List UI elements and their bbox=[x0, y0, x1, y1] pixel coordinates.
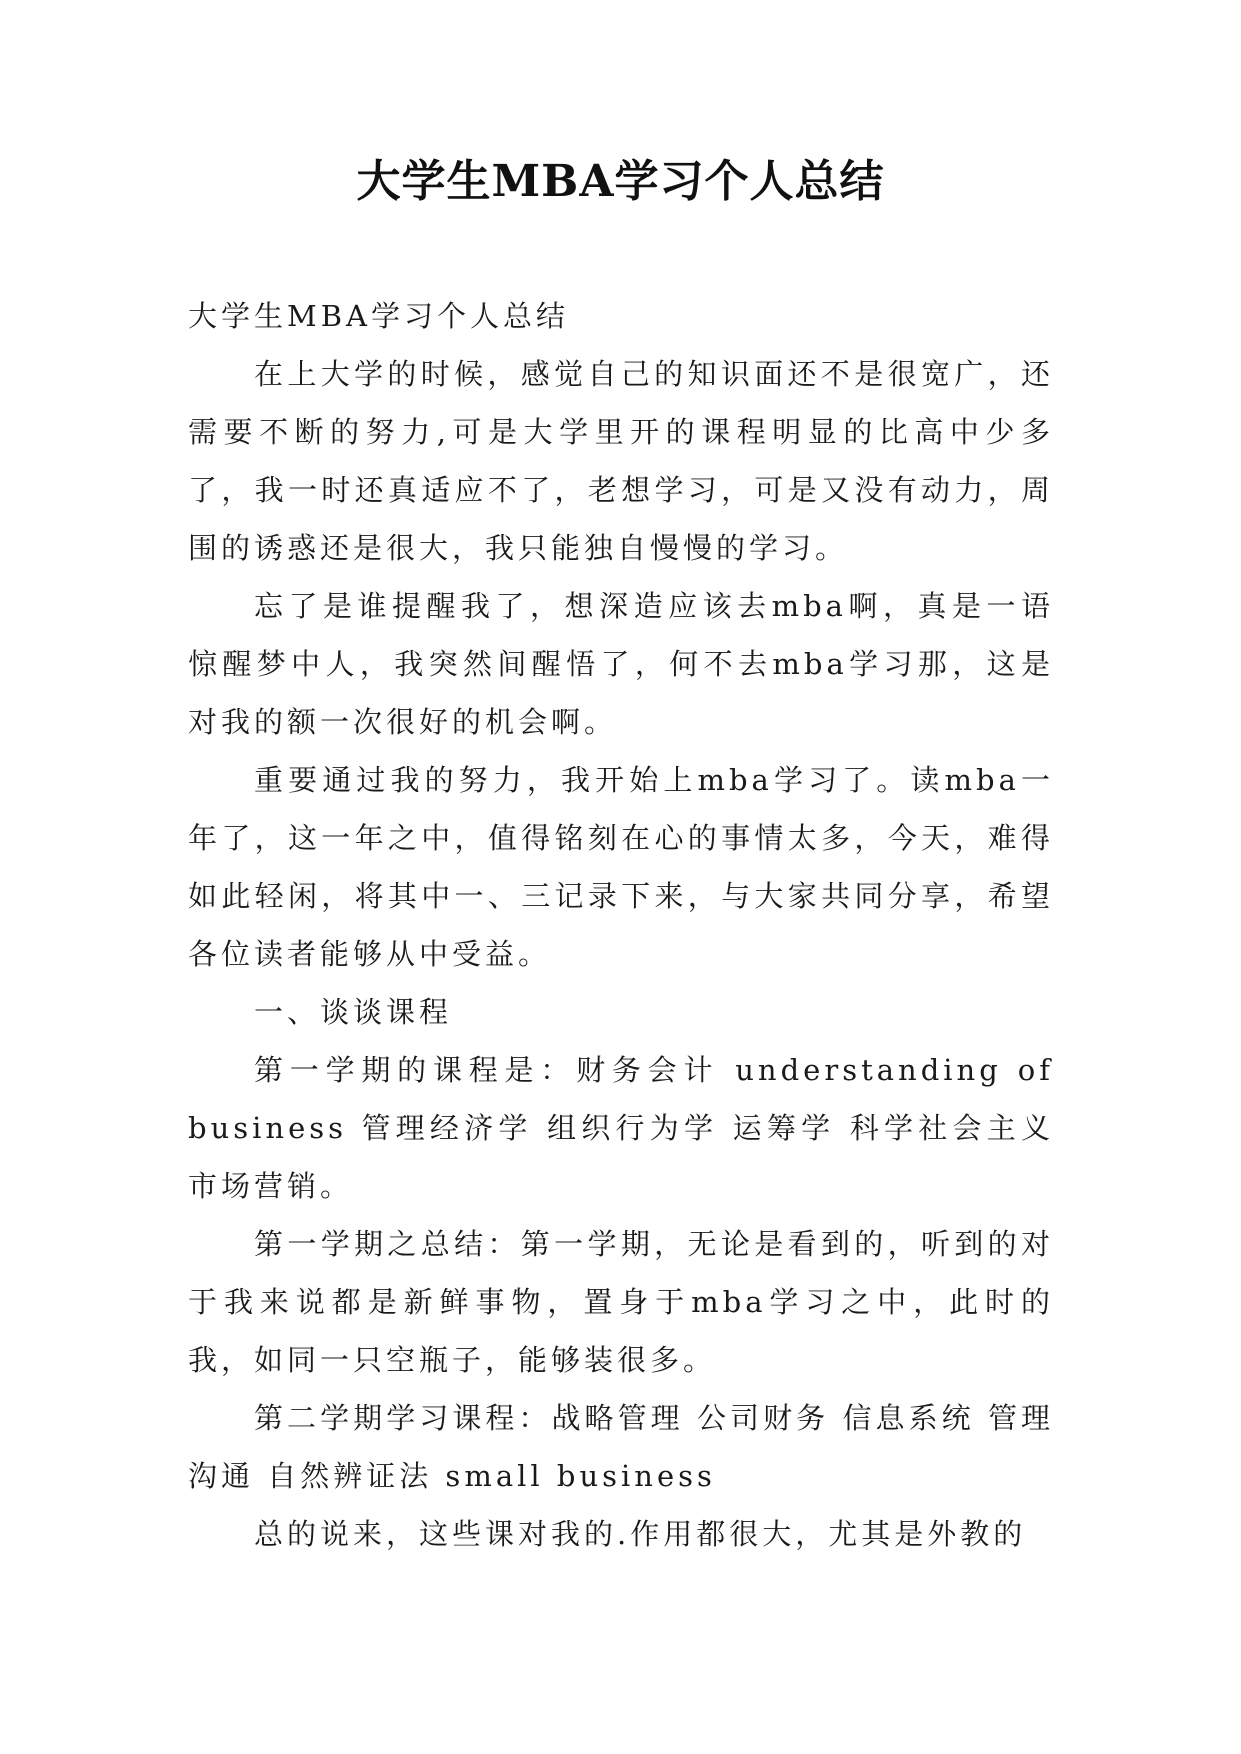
document-heading-line: 大学生MBA学习个人总结 bbox=[188, 299, 569, 333]
paragraph-second-term-courses: 第二学期学习课程：战略管理 公司财务 信息系统 管理沟通 自然辨证法 small business bbox=[188, 1401, 1054, 1493]
paragraph-overall: 总的说来，这些课对我的.作用都很大，尤其是外教的 bbox=[254, 1517, 1027, 1551]
paragraph-first-term-courses: 第一学期的课程是：财务会计 understanding of business 管理经济学 组织行为学 运筹学 科学社会主义 市场营销。 bbox=[188, 1053, 1054, 1203]
paragraph-intro: 在上大学的时候，感觉自己的知识面还不是很宽广，还需要不断的努力,可是大学里开的课程明显的比高中少多了，我一时还真适应不了，老想学习，可是又没有动力，周围的诱惑还是很大，我只能独自慢慢的学习。 bbox=[188, 357, 1054, 565]
section-heading-courses: 一、谈谈课程 bbox=[254, 995, 453, 1029]
document-body bbox=[188, 287, 1054, 1563]
paragraph-first-term-summary: 第一学期之总结：第一学期，无论是看到的，听到的对于我来说都是新鲜事物，置身于mba学习之中，此时的我，如同一只空瓶子，能够装很多。 bbox=[188, 1227, 1054, 1377]
document-title: 大学生MBA学习个人总结 bbox=[356, 156, 885, 207]
paragraph-reminder: 忘了是谁提醒我了，想深造应该去mba啊，真是一语惊醒梦中人，我突然间醒悟了，何不去mba学习那，这是对我的额一次很好的机会啊。 bbox=[188, 589, 1054, 739]
paragraph-start-mba: 重要通过我的努力，我开始上mba学习了。读mba一年了，这一年之中，值得铭刻在心的事情太多，今天，难得如此轻闲，将其中一、三记录下来，与大家共同分享，希望各位读者能够从中受益。 bbox=[188, 763, 1054, 971]
